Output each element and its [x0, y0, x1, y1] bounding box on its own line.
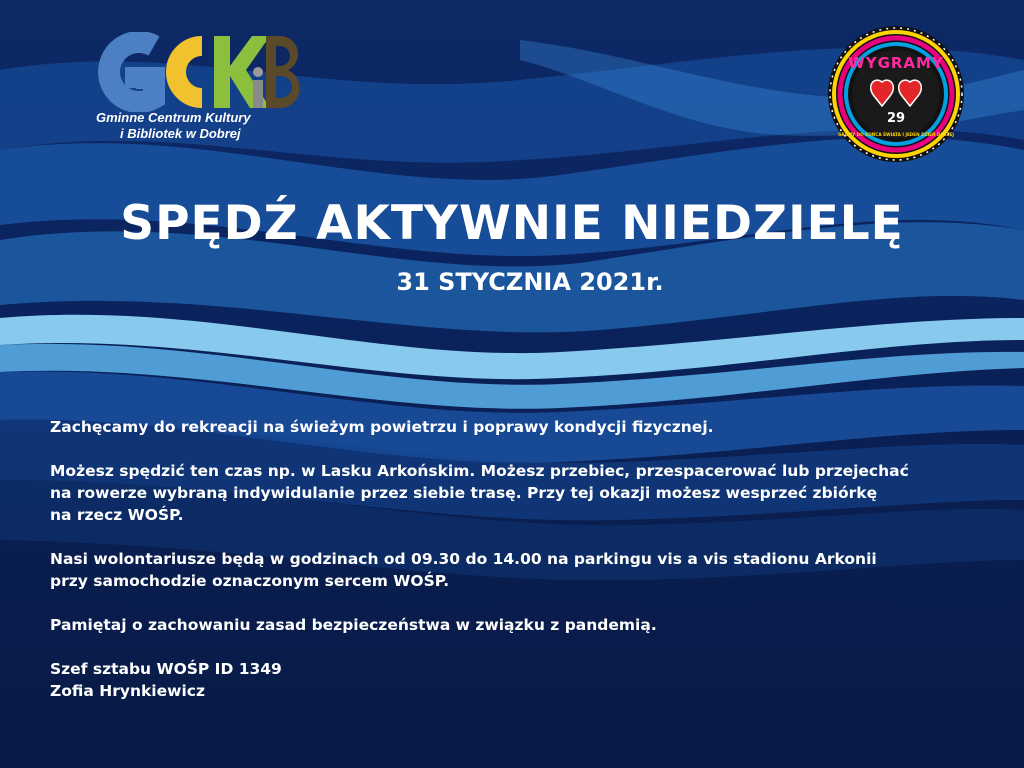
paragraph-volunteers-line2: przy samochodzie oznaczonym sercem WOŚP.: [50, 572, 450, 590]
badge-bottom-text: GRAMY DO KOŃCA ŚWIATA I JEDEN DZIEŃ DŁUŻEJ: [838, 132, 954, 137]
logo-text-line1: Gminne Centrum Kultury: [96, 110, 251, 125]
gckib-logo: [92, 32, 302, 152]
paragraph-activity-line2: na rowerze wybraną indywidulanie przez siebie trasę. Przy tej okazji możesz wesprzeć zbiórkę: [50, 484, 878, 502]
paragraph-activity-line3: na rzecz WOŚP.: [50, 506, 184, 524]
logo-letter-i: [253, 80, 263, 108]
logo-letter-b: [266, 36, 300, 108]
wosp-badge: [826, 24, 966, 164]
paragraph-safety: Pamiętaj o zachowaniu zasad bezpieczeństwa w związku z pandemią.: [50, 616, 657, 634]
badge-number: 29: [886, 111, 906, 126]
paragraph-volunteers-line1: Nasi wolontariusze będą w godzinach od 09.30 do 14.00 na parkingu vis a vis stadionu Arkonii: [50, 550, 877, 568]
signature-role: Szef sztabu WOŚP ID 1349: [50, 660, 282, 678]
event-date: 31 STYCZNIA 2021r.: [396, 268, 664, 296]
paragraph-activity: [50, 460, 990, 526]
paragraph-activity-line1: Możesz spędzić ten czas np. w Lasku Arkońskim. Możesz przebiec, przespacerować lub przejechać: [50, 462, 909, 480]
paragraph-invitation: Zachęcamy do rekreacji na świeżym powietrzu i poprawy kondycji fizycznej.: [50, 418, 714, 436]
page-title: SPĘDŹ AKTYWNIE NIEDZIELĘ: [120, 196, 904, 251]
logo-letter-g: [109, 42, 154, 102]
announcement-body: [50, 416, 990, 702]
logo-letter-c: [176, 46, 202, 98]
gckib-logo-letters: [92, 32, 302, 112]
logo-text-line2: i Bibliotek w Dobrej: [120, 126, 241, 141]
logo-letter-i-dot: [253, 67, 263, 77]
signature-name: Zofia Hrynkiewicz: [50, 682, 205, 700]
signature: [50, 658, 990, 702]
paragraph-volunteers: [50, 548, 990, 592]
badge-ring-text: WYGRAMY: [848, 54, 944, 72]
